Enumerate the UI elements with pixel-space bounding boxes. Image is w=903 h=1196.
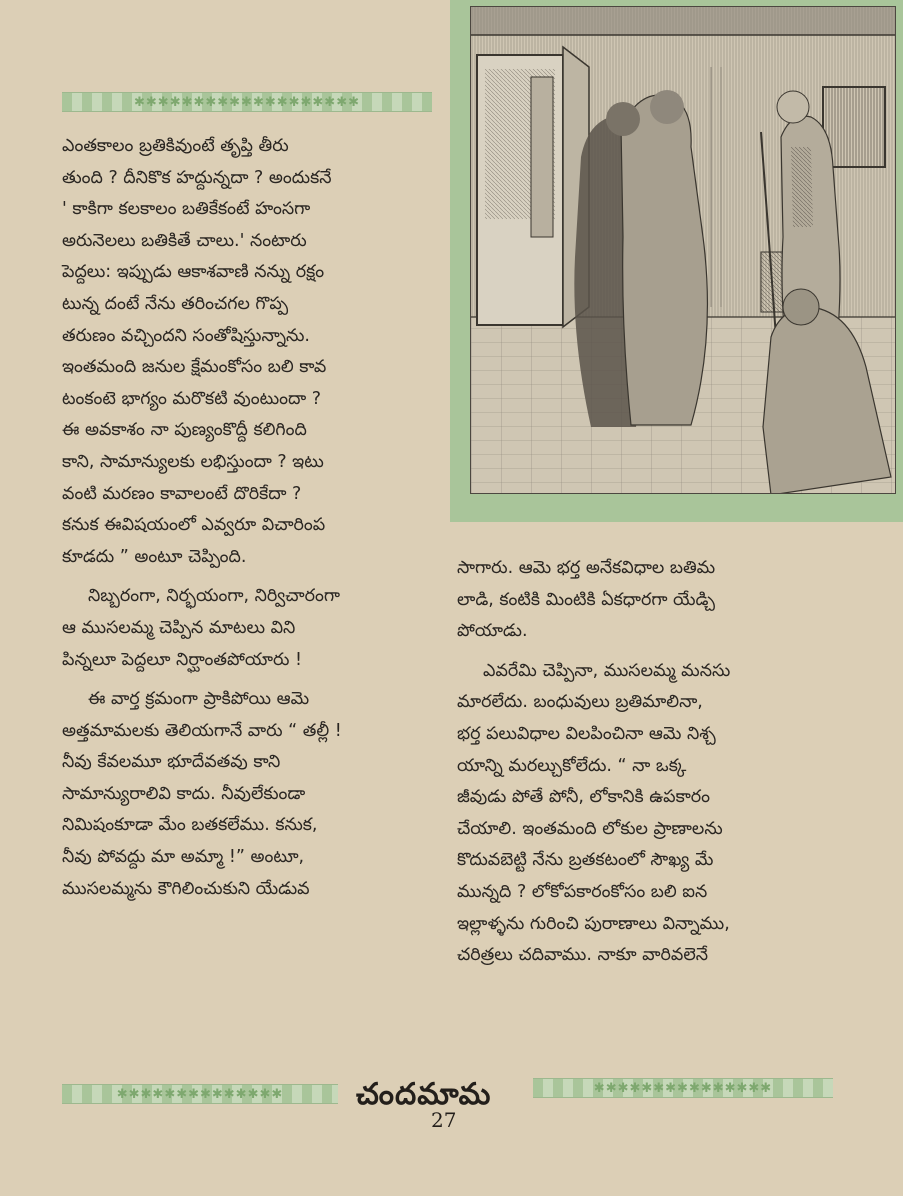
text-line: ఈ అవకాశం నా పుణ్యంకొద్దీ కలిగింది xyxy=(62,420,307,441)
text-line: సామాన్యురాలివి కాదు. నీవులేకుండా xyxy=(62,783,306,804)
text-line: ఆ ముసలమ్మ చెప్పిన మాటలు విని xyxy=(62,617,296,638)
text-line: భర్త పలువిధాల విలపించినా ఆమె నిశ్చ xyxy=(457,723,716,744)
page-number: 27 xyxy=(431,1108,457,1132)
text-line: కాని, సామాన్యులకు లభిస్తుందా ? ఇటు xyxy=(62,451,324,472)
text-line: టంకంటె భాగ్యం మరొకటి వుంటుందా ? xyxy=(62,388,322,409)
text-line: తుంది ? దీనికొక హద్దున్నదా ? అందుకనే xyxy=(62,167,332,188)
text-line: నిబ్బరంగా, నిర్భయంగా, నిర్విచారంగా xyxy=(88,586,340,607)
text-line: ఈ వార్త క్రమంగా ప్రాకిపోయి ఆమె xyxy=(88,689,310,710)
magazine-title: చందమామ xyxy=(356,1077,492,1112)
text-line: మారలేదు. బంధువులు బ్రతిమాలినా, xyxy=(457,692,703,713)
text-line: నీవు కేవలమూ భూదేవతవు కాని xyxy=(62,752,281,773)
text-line: కనుక ఈవిషయంలో ఎవ్వరూ విచారింప xyxy=(62,515,326,536)
text-line: పోయాడు. xyxy=(457,621,528,642)
text-line: ముసలమ్మను కౌగిలించుకుని యేడువ xyxy=(62,878,310,899)
text-line: నిమిషంకూడా మేం బతకలేము. కనుక, xyxy=(62,815,318,836)
text-line: చేయాలి. ఇంతమంది లోకుల ప్రాణాలను xyxy=(457,818,723,839)
story-illustration xyxy=(470,6,896,494)
text-line: సాగారు. ఆమె భర్త అనేకవిధాల బతిమ xyxy=(457,558,716,578)
text-line: అత్తమామలకు తెలియగానే వారు “ తల్లీ ! xyxy=(62,720,342,741)
text-line: జీవుడు పోతే పోనీ, లోకానికి ఉపకారం xyxy=(457,787,711,808)
text-line: అరునెలలు బతికితే చాలు.' నంటారు xyxy=(62,230,307,251)
text-line: ' కాకిగా కలకాలం బతికేకంటే హంసగా xyxy=(62,199,311,220)
text-line: ఎవరేమి చెప్పినా, ముసలమ్మ మనసు xyxy=(483,660,731,681)
text-line: నీవు పోవద్దు మా అమ్మా !” అంటూ, xyxy=(62,847,305,868)
text-line: పెద్దలు: ఇప్పుడు ఆకాశవాణి నన్ను రక్షం xyxy=(62,262,325,283)
text-line: మున్నది ? లోకోపకారంకోసం బలి ఐన xyxy=(457,881,708,902)
text-line: వంటి మరణం కావాలంటే దొరికేదా ? xyxy=(62,483,302,504)
text-line: కొదువబెట్టి నేను బ్రతకటంలో సౌఖ్య మే xyxy=(457,850,714,871)
text-line: తరుణం వచ్చిందని సంతోషిస్తున్నాను. xyxy=(62,325,310,346)
text-line: యాన్ని మరల్చుకోలేదు. “ నా ఒక్క xyxy=(457,755,687,776)
text-line: టున్న దంటే నేను తరించగల గొప్ప xyxy=(62,293,289,314)
text-line: ఎంతకాలం బ్రతికివుంటే తృప్తి తీరు xyxy=(62,136,289,156)
text-line: చరిత్రలు చదివాము. నాకూ వారివలెనే xyxy=(457,945,709,966)
text-line: కూడదు ” అంటూ చెప్పింది. xyxy=(62,546,247,567)
ornament-band-footer-right: ✱✱✱✱✱✱✱✱✱✱✱✱✱✱✱ xyxy=(533,1078,833,1098)
ornament-band-footer-left: ✱✱✱✱✱✱✱✱✱✱✱✱✱✱ xyxy=(62,1084,338,1104)
text-line: ఇల్లాళ్ళను గురించి పురాణాలు విన్నాము, xyxy=(457,913,730,934)
ornament-band-top: ✱✱✱✱✱✱✱✱✱✱✱✱✱✱✱✱✱✱✱ xyxy=(62,92,432,112)
text-line: ఇంతమంది జనుల క్షేమంకోసం బలి కావ xyxy=(62,357,327,378)
left-text-column xyxy=(62,131,440,905)
text-line: పిన్నలూ పెద్దలూ నిర్ఘాంతపోయారు ! xyxy=(62,649,302,670)
text-line: లాడి, కంటికి మింటికి ఏకధారగా యేడ్చి xyxy=(457,589,716,610)
right-text-column xyxy=(457,553,837,972)
